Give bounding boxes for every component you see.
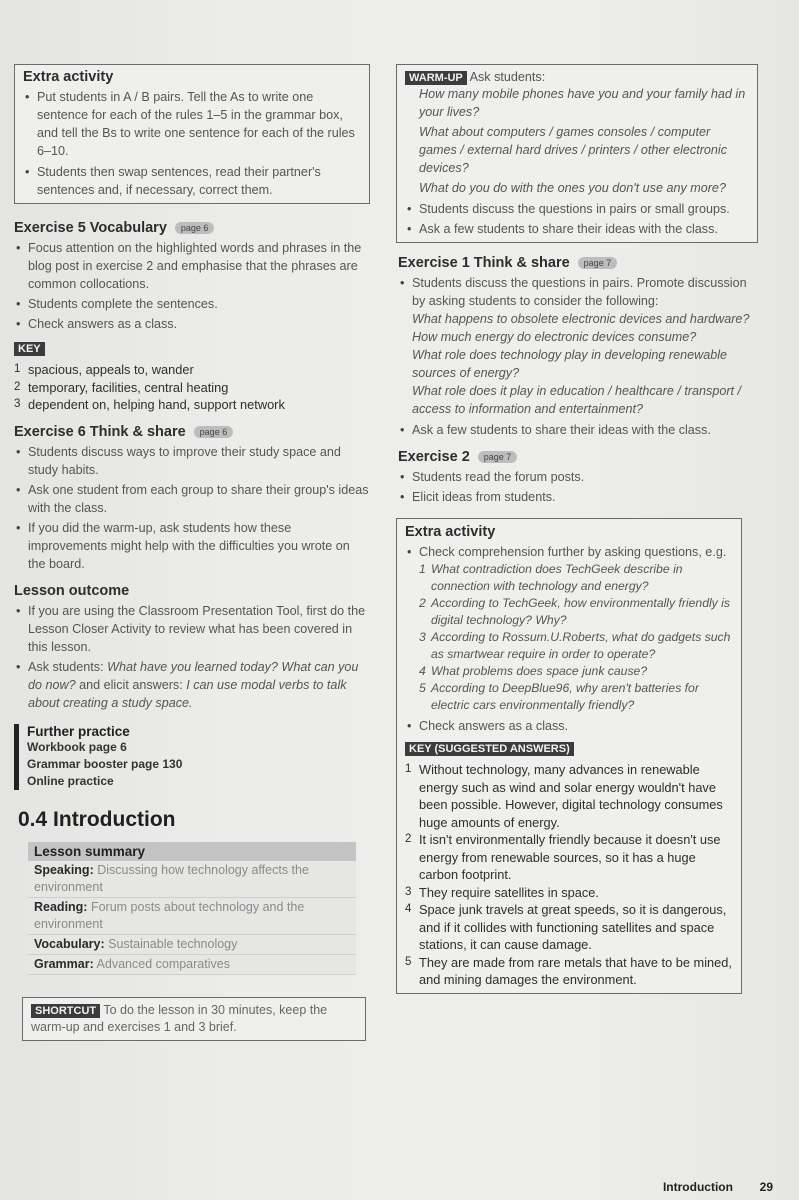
discussion-question: What role does it play in education / healthcare / transport / access to information and entertainment? xyxy=(412,384,742,416)
shortcut-text: To do the lesson in 30 minutes, keep the warm-up and exercises 1 and 3 brief. xyxy=(31,1002,328,1034)
list-item: • Focus attention on the highlighted words and phrases in the blog post in exercise 2 and emphasise that the phrases are common collocations. xyxy=(14,239,370,293)
key-tag: KEY xyxy=(14,342,45,356)
further-practice-title: Further practice xyxy=(27,723,130,739)
list-item: • Put students in A / B pairs. Tell the As to write one sentence for each of the rules 1–5 in the grammar box, and tell the Bs to write one sentence for each of the rules 6–10. xyxy=(23,88,361,160)
page-badge: page 7 xyxy=(478,451,518,463)
comprehension-question: 4 What problems does space junk cause? xyxy=(419,664,648,678)
further-practice-line: Grammar booster page 130 xyxy=(27,756,183,771)
summary-row: Grammar: Advanced comparatives xyxy=(28,955,356,975)
key-row: 1 Without technology, many advances in renewable energy such as wind and solar energy wouldn't have been possible. However, digital technology consumes huge amounts of energy. xyxy=(405,762,723,830)
exercise-1-title: Exercise 1 Think & share xyxy=(398,255,570,271)
warm-up-intro: Ask students: xyxy=(469,70,546,84)
list-item: • Ask students: What have you learned today? What can you do now? and elicit answers: I can use modal verbs to talk about creating a study space. xyxy=(14,658,370,712)
key-row: 4 Space junk travels at great speeds, so it is dangerous, and if it collides with functioning satellites and space stations, it can cause damage. xyxy=(405,902,727,952)
key-tag: KEY (SUGGESTED ANSWERS) xyxy=(405,742,574,756)
extra-activity-title: Extra activity xyxy=(405,524,496,540)
further-practice xyxy=(14,724,370,790)
right-column xyxy=(396,64,758,994)
shortcut-box xyxy=(22,997,366,1041)
key-row: 3 dependent on, helping hand, support network xyxy=(14,397,285,412)
shortcut-tag: SHORTCUT xyxy=(31,1004,100,1018)
key-row: 2 It isn't environmentally friendly because it doesn't use energy from renewable sources, so it has a huge carbon footprint. xyxy=(405,832,721,882)
comprehension-question: 3 According to Rossum.U.Roberts, what do gadgets such as smartwear require in order to operate? xyxy=(419,630,731,661)
warm-up-question: What do you do with the ones you don't use any more? xyxy=(419,181,726,195)
key-row: 1 spacious, appeals to, wander xyxy=(14,362,194,377)
list-item: • Students complete the sentences. xyxy=(14,295,370,313)
key-row: 3 They require satellites in space. xyxy=(405,884,599,900)
key-row: 5 They are made from rare metals that have to be mined, and mining damages the environment. xyxy=(405,954,732,987)
lesson-summary-title: Lesson summary xyxy=(28,842,356,861)
key-row: 2 temporary, facilities, central heating xyxy=(14,379,229,395)
list-item: • Elicit ideas from students. xyxy=(398,488,758,506)
list-item: • Students read the forum posts. xyxy=(398,468,758,486)
further-practice-line: Online practice xyxy=(27,773,114,788)
discussion-question: What happens to obsolete electronic devices and hardware? xyxy=(412,312,750,326)
comprehension-question: 1 What contradiction does TechGeek describe in connection with technology and energy? xyxy=(419,562,683,593)
exercise-6-section xyxy=(14,424,370,573)
warm-up-tag: WARM-UP xyxy=(405,71,467,85)
further-practice-line: Workbook page 6 xyxy=(27,739,127,754)
lesson-outcome-title: Lesson outcome xyxy=(14,582,130,599)
extra-activity-title: Extra activity xyxy=(23,69,114,85)
page-badge: page 6 xyxy=(194,426,234,438)
exercise-5-section xyxy=(14,220,370,414)
warm-up-question: What about computers / games consoles / computer games / external hard drives / printers / other electronic devices? xyxy=(419,125,727,175)
list-item: • Ask a few students to share their ideas with the class. xyxy=(405,220,749,238)
page-number: 29 xyxy=(759,1180,773,1194)
extra-activity-box xyxy=(14,64,370,204)
summary-row: Speaking: Discussing how technology affects the environment xyxy=(28,861,356,898)
page-badge: page 7 xyxy=(578,257,618,269)
lesson-outcome-section xyxy=(14,583,370,712)
summary-row: Reading: Forum posts about technology and the environment xyxy=(28,898,356,935)
list-item: • Ask a few students to share their ideas with the class. xyxy=(398,421,758,439)
list-item: • Check answers as a class. xyxy=(14,315,370,333)
list-item: • Check answers as a class. xyxy=(405,717,733,735)
warm-up-question: How many mobile phones have you and your family had in your lives? xyxy=(419,87,746,119)
list-item: • Students discuss the questions in pairs. Promote discussion by asking students to consider the following: xyxy=(398,274,758,310)
list-item: • Check comprehension further by asking questions, e.g. xyxy=(405,543,733,561)
extra-activity-box-2 xyxy=(396,518,742,994)
exercise-2-title: Exercise 2 xyxy=(398,449,470,465)
list-item: • If you did the warm-up, ask students how these improvements might help with the difficulties you wrote on the board. xyxy=(14,519,370,573)
list-item: • Ask one student from each group to share their group's ideas with the class. xyxy=(14,481,370,517)
discussion-question: What role does technology play in developing renewable sources of energy? xyxy=(412,348,728,380)
comprehension-question: 5 According to DeepBlue96, why aren't batteries for electric cars environmentally friendly? xyxy=(419,681,699,712)
footer-section: Introduction xyxy=(662,1180,733,1194)
section-title: 0.4 Introduction xyxy=(18,807,176,831)
exercise-1-section xyxy=(396,255,758,439)
exercise-2-section xyxy=(396,449,758,506)
summary-row: Vocabulary: Sustainable technology xyxy=(28,935,356,955)
list-item: • Students discuss ways to improve their study space and study habits. xyxy=(14,443,370,479)
list-item: • Students discuss the questions in pairs or small groups. xyxy=(405,200,749,218)
left-column xyxy=(14,64,370,1041)
discussion-question: How much energy do electronic devices consume? xyxy=(412,330,697,344)
list-item: • If you are using the Classroom Presentation Tool, first do the Lesson Closer Activity to review what has been covered in this lesson. xyxy=(14,602,370,656)
list-item: • Students then swap sentences, read their partner's sentences and, if necessary, correct them. xyxy=(23,163,361,199)
warm-up-box xyxy=(396,64,758,243)
exercise-5-title: Exercise 5 Vocabulary xyxy=(14,220,167,236)
exercise-6-title: Exercise 6 Think & share xyxy=(14,423,186,440)
comprehension-question: 2 According to TechGeek, how environmentally friendly is digital technology? Why? xyxy=(419,596,730,627)
page-badge: page 6 xyxy=(175,222,215,234)
page-footer xyxy=(663,1180,773,1194)
lesson-summary xyxy=(28,842,356,975)
